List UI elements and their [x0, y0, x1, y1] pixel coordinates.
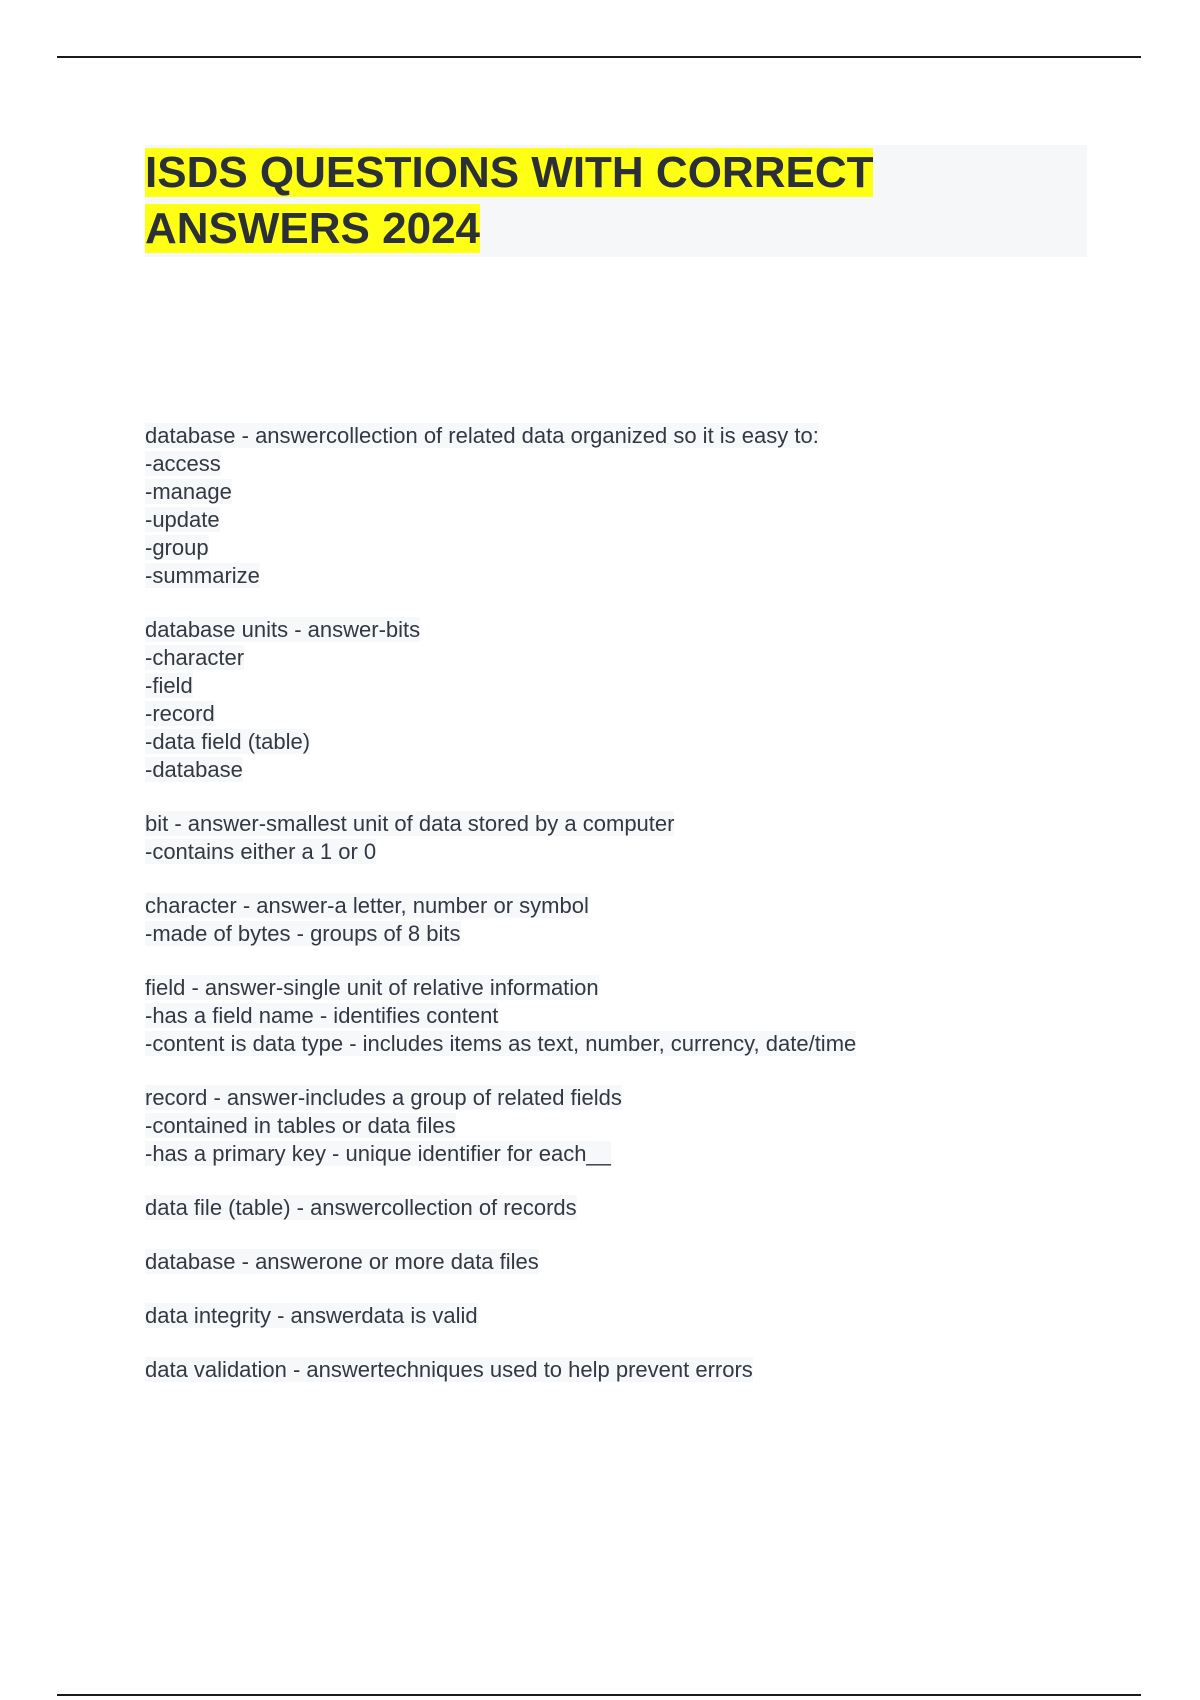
entry-detail-line: -summarize [145, 563, 260, 588]
bottom-rule [57, 1694, 1141, 1696]
entry-detail-line: -data field (table) [145, 729, 311, 754]
qa-entry-character [145, 892, 1065, 948]
entry-question-line: database units - answer-bits [145, 617, 421, 642]
entry-question-line: bit - answer-smallest unit of data stored by a computer [145, 811, 675, 836]
entry-detail-line: -content is data type - includes items as text, number, currency, date/time [145, 1031, 857, 1056]
qa-entry-field [145, 974, 1065, 1058]
entry-detail-line: -field [145, 673, 193, 698]
entry-question-line: record - answer-includes a group of related fields [145, 1085, 622, 1110]
qa-entry-data-validation [145, 1356, 1065, 1384]
qa-entry-record [145, 1084, 1065, 1168]
entry-question-line: database - answerone or more data files [145, 1249, 539, 1274]
entry-detail-line: -database [145, 757, 243, 782]
entry-question-line: data validation - answertechniques used to help prevent errors [145, 1357, 753, 1382]
entry-detail-line: -has a field name - identifies content [145, 1003, 499, 1028]
qa-entry-database-units [145, 616, 1065, 784]
top-rule [57, 56, 1141, 58]
entry-question-line: data file (table) - answercollection of records [145, 1195, 577, 1220]
title-line: ANSWERS 2024 [145, 204, 481, 253]
qa-entry-bit [145, 810, 1065, 866]
entry-detail-line: -contained in tables or data files [145, 1113, 456, 1138]
entry-detail-line: -record [145, 701, 215, 726]
entry-detail-line: -character [145, 645, 245, 670]
entry-detail-line: -access [145, 451, 221, 476]
qa-entry-data-file [145, 1194, 1065, 1222]
entry-detail-line: -group [145, 535, 209, 560]
entry-detail-line: -made of bytes - groups of 8 bits [145, 921, 461, 946]
entry-detail-line: -contains either a 1 or 0 [145, 839, 377, 864]
entry-question-line: database - answercollection of related data organized so it is easy to: [145, 423, 819, 448]
entry-question-line: character - answer-a letter, number or symbol [145, 893, 589, 918]
entry-detail-line: -update [145, 507, 220, 532]
entry-detail-line: -has a primary key - unique identifier for each__ [145, 1141, 611, 1166]
qa-entry-database-files [145, 1248, 1065, 1276]
qa-entry-data-integrity [145, 1302, 1065, 1330]
title-block [145, 145, 1087, 257]
document-title [145, 145, 1087, 257]
qa-entry-database [145, 422, 1065, 590]
entry-detail-line: -manage [145, 479, 232, 504]
qa-list [145, 422, 1065, 1410]
entry-question-line: field - answer-single unit of relative information [145, 975, 599, 1000]
title-line: ISDS QUESTIONS WITH CORRECT [145, 148, 874, 197]
entry-question-line: data integrity - answerdata is valid [145, 1303, 478, 1328]
